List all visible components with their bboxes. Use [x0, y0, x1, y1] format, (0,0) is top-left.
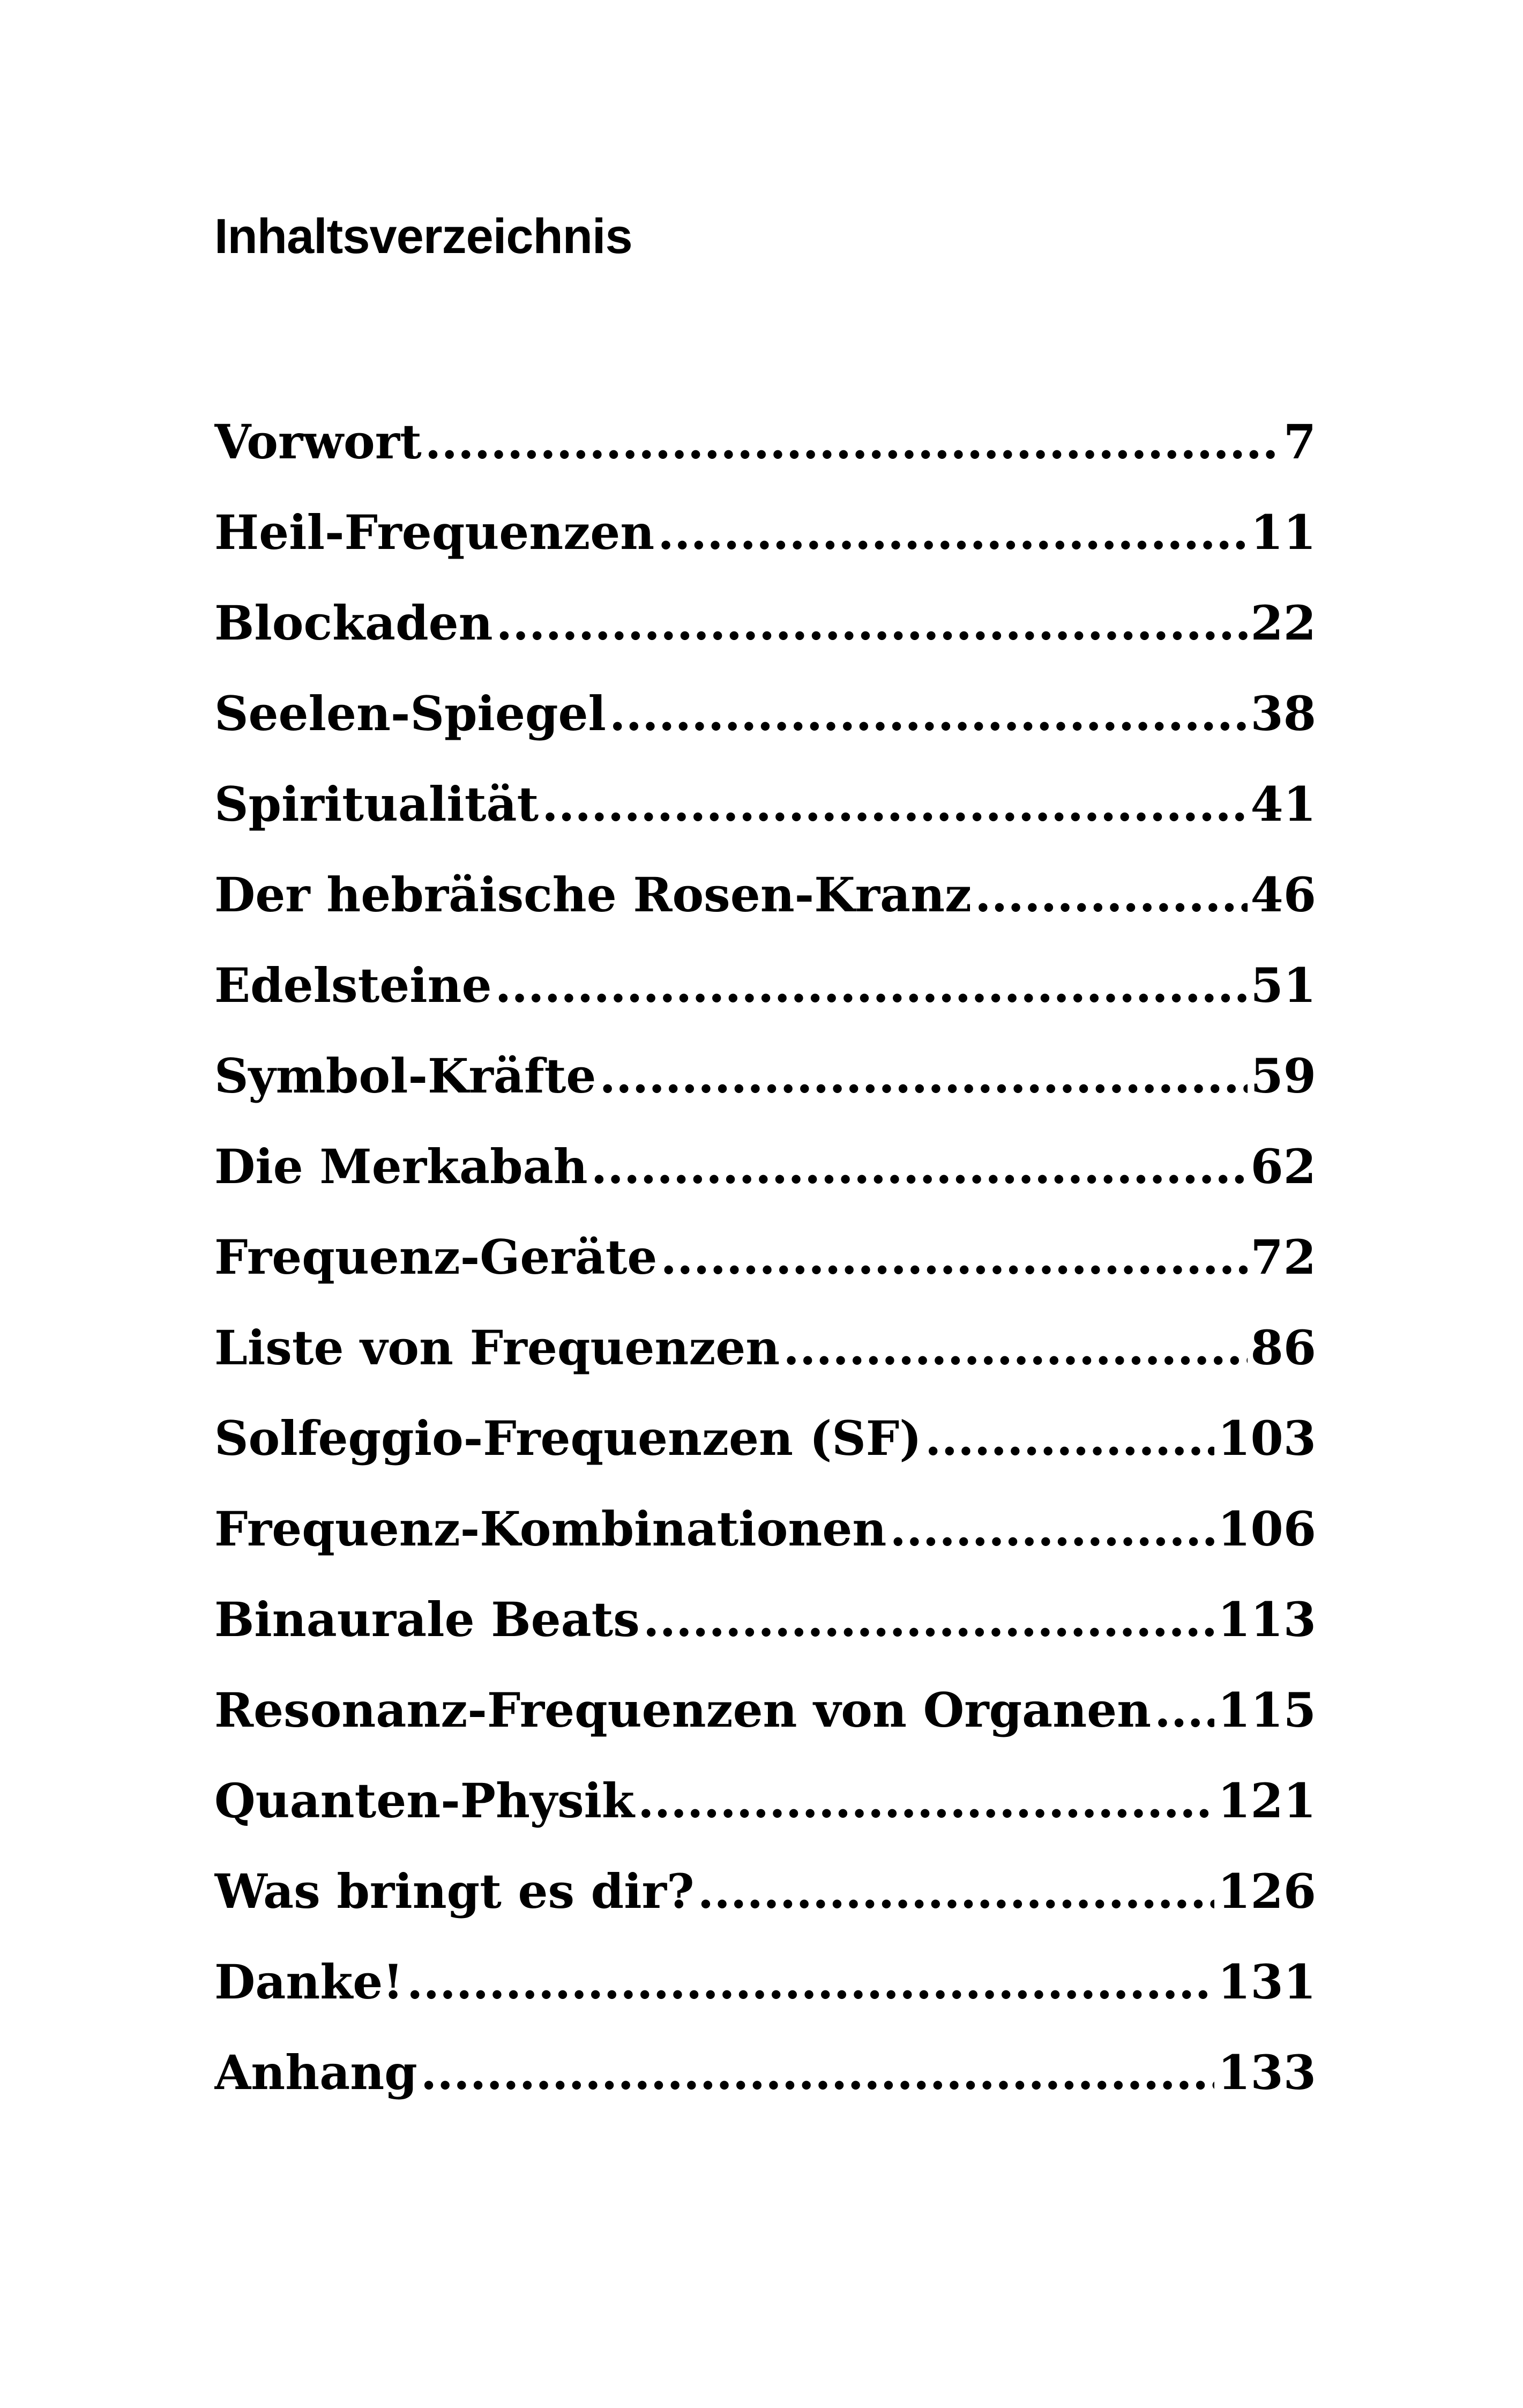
toc-entry-title: Was bringt es dir?: [214, 1863, 695, 1919]
toc-entry-page: 22: [1250, 595, 1316, 651]
toc-entry-merkabah[interactable]: [214, 1121, 1316, 1212]
toc-entry-page: 41: [1250, 776, 1316, 832]
toc-entry-binaurale-beats[interactable]: [214, 1574, 1316, 1665]
toc-entry-symbol-kraefte[interactable]: [214, 1031, 1316, 1121]
toc-list: [214, 397, 1316, 2118]
toc-entry-title: Blockaden: [214, 595, 493, 651]
toc-entry-was-bringt-es-dir[interactable]: [214, 1846, 1316, 1937]
toc-dot-leader: [890, 1484, 1214, 1574]
toc-entry-page: 7: [1283, 414, 1316, 470]
toc-entry-page: 131: [1218, 1954, 1316, 2010]
toc-entry-title: Frequenz-Kombinationen: [214, 1501, 887, 1557]
toc-entry-quanten-physik[interactable]: [214, 1756, 1316, 1846]
toc-dot-leader: [638, 1756, 1214, 1846]
toc-dot-leader: [1154, 1665, 1214, 1756]
toc-dot-leader: [496, 578, 1248, 668]
toc-entry-liste-von-frequenzen[interactable]: [214, 1303, 1316, 1393]
toc-entry-page: 11: [1250, 504, 1316, 560]
toc-entry-seelen-spiegel[interactable]: [214, 668, 1316, 759]
toc-entry-title: Symbol-Kräfte: [214, 1048, 596, 1104]
toc-dot-leader: [660, 1212, 1247, 1303]
toc-entry-page: 46: [1250, 867, 1316, 923]
toc-dot-leader: [609, 668, 1248, 759]
toc-entry-page: 121: [1218, 1773, 1316, 1829]
toc-entry-anhang[interactable]: [214, 2027, 1316, 2118]
toc-dot-leader: [425, 397, 1280, 487]
toc-entry-vorwort[interactable]: [214, 397, 1316, 487]
toc-entry-title: Binaurale Beats: [214, 1592, 640, 1647]
toc-entry-solfeggio-frequenzen[interactable]: [214, 1393, 1316, 1484]
toc-entry-title: Resonanz-Frequenzen von Organen: [214, 1682, 1152, 1738]
toc-dot-leader: [643, 1574, 1214, 1665]
toc-entry-title: Die Merkabah: [214, 1139, 588, 1194]
toc-entry-frequenz-kombinationen[interactable]: [214, 1484, 1316, 1574]
toc-heading: Inhaltsverzeichnis: [214, 209, 632, 264]
toc-entry-edelsteine[interactable]: [214, 940, 1316, 1031]
toc-dot-leader: [542, 759, 1247, 850]
toc-entry-rosen-kranz[interactable]: [214, 850, 1316, 940]
toc-entry-title: Der hebräische Rosen-Kranz: [214, 867, 972, 923]
toc-entry-frequenz-geraete[interactable]: [214, 1212, 1316, 1303]
toc-entry-page: 72: [1250, 1229, 1316, 1285]
toc-entry-title: Quanten-Physik: [214, 1773, 635, 1829]
toc-entry-page: 59: [1250, 1048, 1316, 1104]
toc-dot-leader: [975, 850, 1248, 940]
toc-entry-title: Heil-Frequenzen: [214, 504, 655, 560]
toc-entry-title: Solfeggio-Frequenzen (SF): [214, 1410, 922, 1466]
toc-entry-heil-frequenzen[interactable]: [214, 487, 1316, 578]
toc-dot-leader: [421, 2027, 1215, 2118]
toc-entry-page: 51: [1250, 957, 1316, 1013]
toc-dot-leader: [658, 487, 1247, 578]
toc-dot-leader: [783, 1303, 1247, 1393]
toc-entry-title: Liste von Frequenzen: [214, 1320, 780, 1376]
toc-entry-title: Vorwort: [214, 414, 422, 470]
toc-entry-danke[interactable]: [214, 1937, 1316, 2027]
toc-dot-leader: [407, 1937, 1214, 2027]
toc-entry-page: 126: [1218, 1863, 1316, 1919]
toc-dot-leader: [591, 1121, 1248, 1212]
toc-entry-page: 115: [1218, 1682, 1316, 1738]
toc-entry-title: Frequenz-Geräte: [214, 1229, 658, 1285]
toc-entry-page: 103: [1218, 1410, 1316, 1466]
toc-entry-title: Anhang: [214, 2045, 417, 2100]
toc-entry-spiritualitaet[interactable]: [214, 759, 1316, 850]
toc-entry-page: 113: [1218, 1592, 1316, 1647]
toc-dot-leader: [925, 1393, 1214, 1484]
toc-entry-page: 133: [1218, 2045, 1316, 2100]
toc-entry-title: Seelen-Spiegel: [214, 686, 606, 741]
toc-entry-page: 38: [1250, 686, 1316, 741]
toc-entry-page: 106: [1218, 1501, 1316, 1557]
toc-dot-leader: [495, 940, 1248, 1031]
toc-entry-blockaden[interactable]: [214, 578, 1316, 668]
toc-entry-title: Spiritualität: [214, 776, 539, 832]
toc-entry-page: 62: [1250, 1139, 1316, 1194]
toc-entry-title: Danke!: [214, 1954, 404, 2010]
toc-dot-leader: [599, 1031, 1247, 1121]
toc-entry-resonanz-frequenzen[interactable]: [214, 1665, 1316, 1756]
toc-dot-leader: [698, 1846, 1215, 1937]
toc-entry-title: Edelsteine: [214, 957, 492, 1013]
toc-entry-page: 86: [1250, 1320, 1316, 1376]
